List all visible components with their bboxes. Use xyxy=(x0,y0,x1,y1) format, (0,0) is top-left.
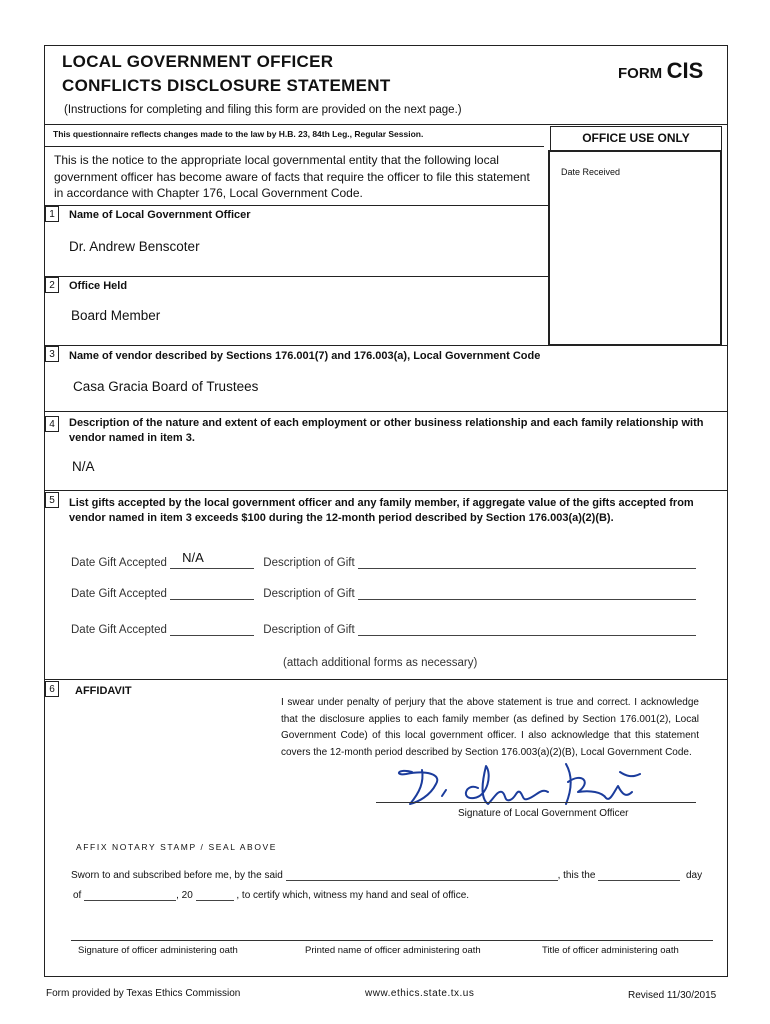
gift-desc-field[interactable] xyxy=(358,556,696,569)
notice-body: This is the notice to the appropriate local governmental entity that the following local government officer has become aware of facts that require the officer to file this statement in accordance with Chapter 176, Local Government Code. xyxy=(54,153,530,200)
section-number-2: 2 xyxy=(45,277,59,293)
gift-desc-label: Description of Gift xyxy=(263,588,355,600)
vendor-name-value[interactable]: Casa Gracia Board of Trustees xyxy=(73,379,259,394)
officer-name-label: Name of Local Government Officer xyxy=(69,209,251,221)
gift-desc-label: Description of Gift xyxy=(263,557,355,569)
attach-note: (attach additional forms as necessary) xyxy=(283,657,478,669)
oath-signature-line[interactable] xyxy=(71,940,713,941)
affidavit-text: I swear under penalty of perjury that the above statement is true and correct. I acknowledge that the disclosure applies to each family member (as defined by Section 176.001(2), Local Government Code) of this local government officer. I also acknowledge that this statement covers the 12-month period described by Section 176.003(a)(2)(B), Local Government Code. xyxy=(281,697,699,758)
divider xyxy=(44,411,728,412)
gift-desc-field[interactable] xyxy=(358,623,696,636)
oath-printed-name-label: Printed name of officer administering oath xyxy=(305,945,481,956)
sworn-name-field[interactable] xyxy=(286,870,558,881)
footer-provider: Form provided by Texas Ethics Commission xyxy=(46,988,241,999)
oath-signature-label: Signature of officer administering oath xyxy=(78,945,238,956)
form-title-line1: LOCAL GOVERNMENT OFFICER xyxy=(62,52,334,71)
divider xyxy=(44,679,728,680)
form-label: FORM xyxy=(618,65,663,82)
year-field[interactable] xyxy=(196,890,234,901)
gift-row xyxy=(71,623,696,636)
of-prefix: of xyxy=(73,890,82,901)
sworn-this: , this the xyxy=(557,870,596,881)
gift-row xyxy=(71,550,696,569)
gift-row xyxy=(71,587,696,600)
of-line xyxy=(73,890,469,901)
form-code: CIS xyxy=(666,58,704,83)
gift-desc-label: Description of Gift xyxy=(263,624,355,636)
signature-caption: Signature of Local Government Officer xyxy=(458,808,629,819)
certify-suffix: , to certify which, witness my hand and seal of office. xyxy=(236,890,470,901)
notary-stamp-label: AFFIX NOTARY STAMP / SEAL ABOVE xyxy=(76,842,278,852)
date-received-label: Date Received xyxy=(561,167,621,177)
gift-date-field[interactable] xyxy=(170,587,254,600)
year-prefix: , 20 xyxy=(176,890,193,901)
gift-date-label: Date Gift Accepted xyxy=(71,557,167,569)
divider xyxy=(44,205,548,206)
sworn-prefix: Sworn to and subscribed before me, by the said xyxy=(71,870,283,881)
form-id xyxy=(618,58,703,84)
gift-date-field[interactable] xyxy=(170,550,254,569)
divider xyxy=(44,276,548,277)
gift-date-value: N/A xyxy=(182,550,204,565)
gift-date-field[interactable] xyxy=(170,623,254,636)
divider xyxy=(44,146,544,147)
officer-name-value[interactable]: Dr. Andrew Benscoter xyxy=(69,239,200,254)
relationship-value[interactable]: N/A xyxy=(72,459,95,474)
footer-revised: Revised 11/30/2015 xyxy=(628,990,717,1001)
sworn-day-label: day xyxy=(685,870,703,881)
gift-desc-field[interactable] xyxy=(358,587,696,600)
relationship-label: Description of the nature and extent of each employment or other business relationship and each family relationship with vendor named in item 3. xyxy=(69,417,704,444)
office-held-value[interactable]: Board Member xyxy=(71,308,161,323)
month-field[interactable] xyxy=(84,890,176,901)
instructions-note: (Instructions for completing and filing this form are provided on the next page.) xyxy=(64,104,462,116)
signature-line xyxy=(376,802,696,803)
gifts-label: List gifts accepted by the local government officer and any family member, if aggregate value of the gifts accepted from vendor named in item 3 exceeds $100 during the 12-month period described by Section 176.003(a)(2)(B). xyxy=(69,497,694,524)
divider xyxy=(44,345,728,346)
section-number-5: 5 xyxy=(45,492,59,508)
oath-title-label: Title of officer administering oath xyxy=(542,945,679,956)
section-number-4: 4 xyxy=(45,416,59,432)
gift-date-label: Date Gift Accepted xyxy=(71,588,167,600)
vendor-name-label: Name of vendor described by Sections 176.001(7) and 176.003(a), Local Government Code xyxy=(69,350,541,362)
section-number-6: 6 xyxy=(45,681,59,697)
form-title-line2: CONFLICTS DISCLOSURE STATEMENT xyxy=(62,76,391,95)
sworn-day-field[interactable] xyxy=(598,870,680,881)
section-number-1: 1 xyxy=(45,206,59,222)
footer-website[interactable]: www.ethics.state.tx.us xyxy=(365,988,475,999)
sworn-line xyxy=(71,870,702,881)
section-number-3: 3 xyxy=(45,346,59,362)
divider xyxy=(44,124,728,125)
questionnaire-note: This questionnaire reflects changes made to the law by H.B. 23, 84th Leg., Regular Session. xyxy=(53,129,424,139)
affidavit-label: AFFIDAVIT xyxy=(75,685,132,697)
office-use-only-label: OFFICE USE ONLY xyxy=(550,126,722,151)
divider xyxy=(44,490,728,491)
office-use-box xyxy=(548,150,722,346)
gift-date-label: Date Gift Accepted xyxy=(71,624,167,636)
office-held-label: Office Held xyxy=(69,280,128,292)
